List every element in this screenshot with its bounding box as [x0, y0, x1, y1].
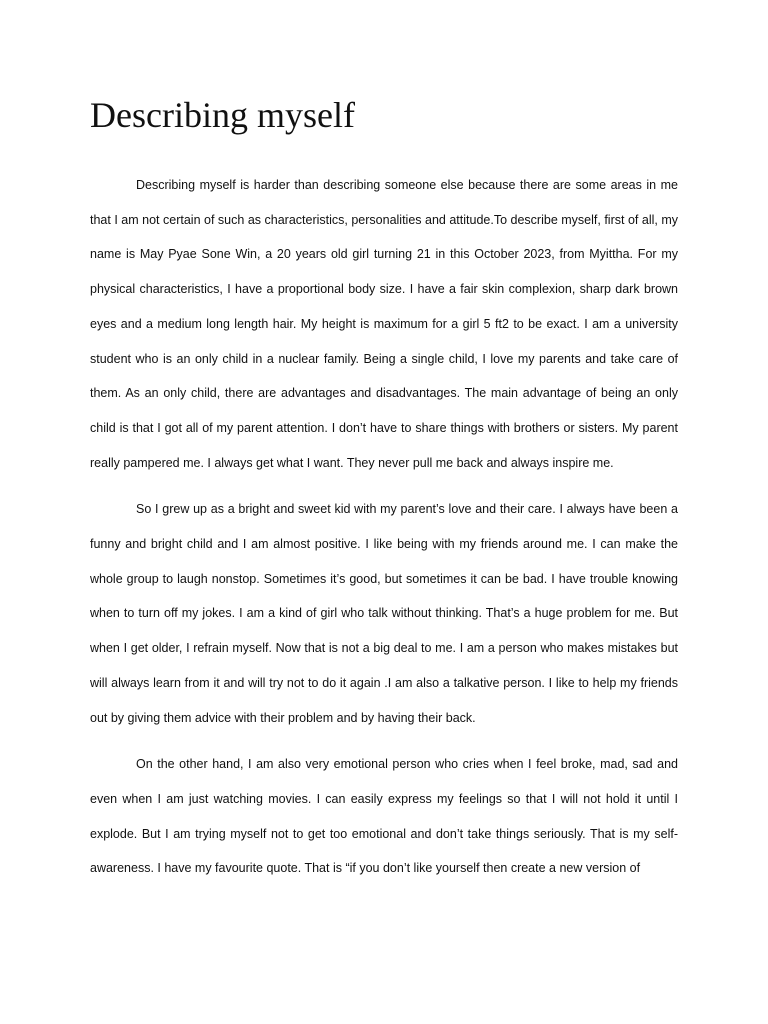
- paragraph-1: Describing myself is harder than describing someone else because there are some areas in me that I am not certain of such as characteristics, personalities and attitude.To describe myself, first of all, my name is May Pyae Sone Win, a 20 years old girl turning 21 in this October 2023, from Myittha. For my physical characteristics, I have a proportional body size. I have a fair skin complexion, sharp dark brown eyes and a medium long length hair. My height is maximum for a girl 5 ft2 to be exact. I am a university student who is an only child in a nuclear family. Being a single child, I love my parents and take care of them. As an only child, there are advantages and disadvantages. The main advantage of being an only child is that I got all of my parent attention. I don’t have to share things with brothers or sisters. My parent really pampered me. I always get what I want. They never pull me back and always inspire me.: [90, 178, 678, 470]
- paragraph-2: So I grew up as a bright and sweet kid with my parent’s love and their care. I always have been a funny and bright child and I am almost positive. I like being with my friends around me. I can make the whole group to laugh nonstop. Sometimes it’s good, but sometimes it can be bad. I have trouble knowing when to turn off my jokes. I am a kind of girl who talk without thinking. That’s a huge problem for me. But when I get older, I refrain myself. Now that is not a big deal to me. I am a person who makes mistakes but will always learn from it and will try not to do it again .I am also a talkative person. I like to help my friends out by giving them advice with their problem and by having their back.: [90, 502, 678, 725]
- paragraph-3: On the other hand, I am also very emotional person who cries when I feel broke, mad, sad and even when I am just watching movies. I can easily express my feelings so that I will not hold it until I explode. But I am trying myself not to get too emotional and don’t take things seriously. That is my self-awareness. I have my favourite quote. That is “if you don’t like yourself then create a new version of: [90, 757, 678, 876]
- document-body: [90, 168, 678, 886]
- document-title: Describing myself: [90, 95, 355, 135]
